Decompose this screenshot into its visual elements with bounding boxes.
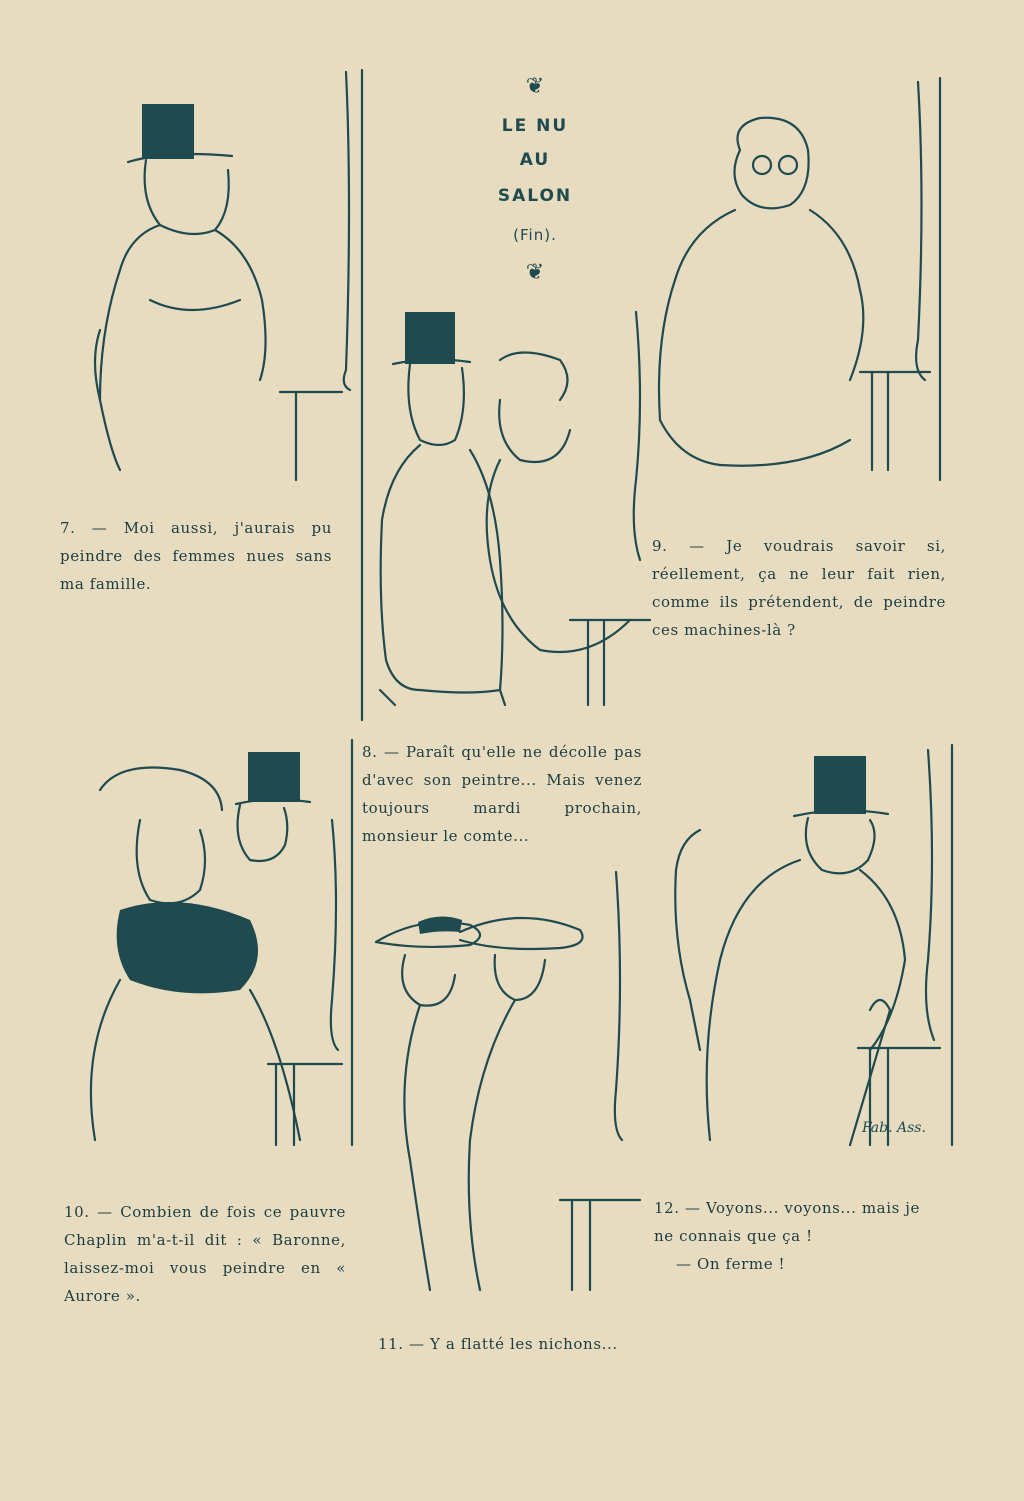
caption-7-text: 7. — Moi aussi, j'aurais pu peindre des femmes nues sans ma famille.: [60, 519, 332, 593]
caption-12-reply: — On ferme !: [676, 1255, 786, 1273]
artist-signature: Fab. Ass.: [862, 1120, 926, 1136]
drawing-8-couple: [380, 312, 650, 705]
caption-10-text: 10. — Combien de fois ce pauvre Chaplin m'a-t-il dit : « Baronne, laissez-moi vous peindre en « Aurore ».: [64, 1203, 346, 1305]
drawing-9-stout-man: [659, 78, 940, 480]
title-line-2: AU: [519, 150, 551, 170]
drawing-12-old-man-with-cane: [675, 745, 952, 1145]
title-line-1: LE NU: [501, 116, 569, 136]
fleuron-top-icon: ❦: [525, 74, 545, 99]
caption-11: [378, 1330, 658, 1358]
drawing-10-baronne-and-count: [91, 740, 352, 1145]
fleuron-bottom-icon: ❦: [525, 260, 545, 285]
caption-12: [654, 1194, 934, 1278]
caption-9-text: 9. — Je voudrais savoir si, réellement, ça ne leur fait rien, comme ils prétendent, de peindre ces machines-là ?: [652, 537, 946, 639]
drawing-11-two-women: [376, 872, 640, 1290]
drawing-7-gentleman-top-hat: [95, 70, 362, 720]
subtitle: (Fin).: [513, 226, 557, 244]
caption-12-text: 12. — Voyons... voyons... mais je ne connais que ça !: [654, 1199, 921, 1245]
caption-8: [362, 738, 642, 850]
caption-9: [652, 532, 946, 644]
caption-8-text: 8. — Paraît qu'elle ne décolle pas d'avec son peintre... Mais venez toujours mardi prochain, monsieur le comte...: [362, 743, 642, 845]
title-line-3: SALON: [497, 186, 573, 206]
caption-10: [64, 1198, 346, 1310]
caption-7: [60, 514, 332, 598]
caption-11-text: 11. — Y a flatté les nichons...: [378, 1335, 618, 1353]
